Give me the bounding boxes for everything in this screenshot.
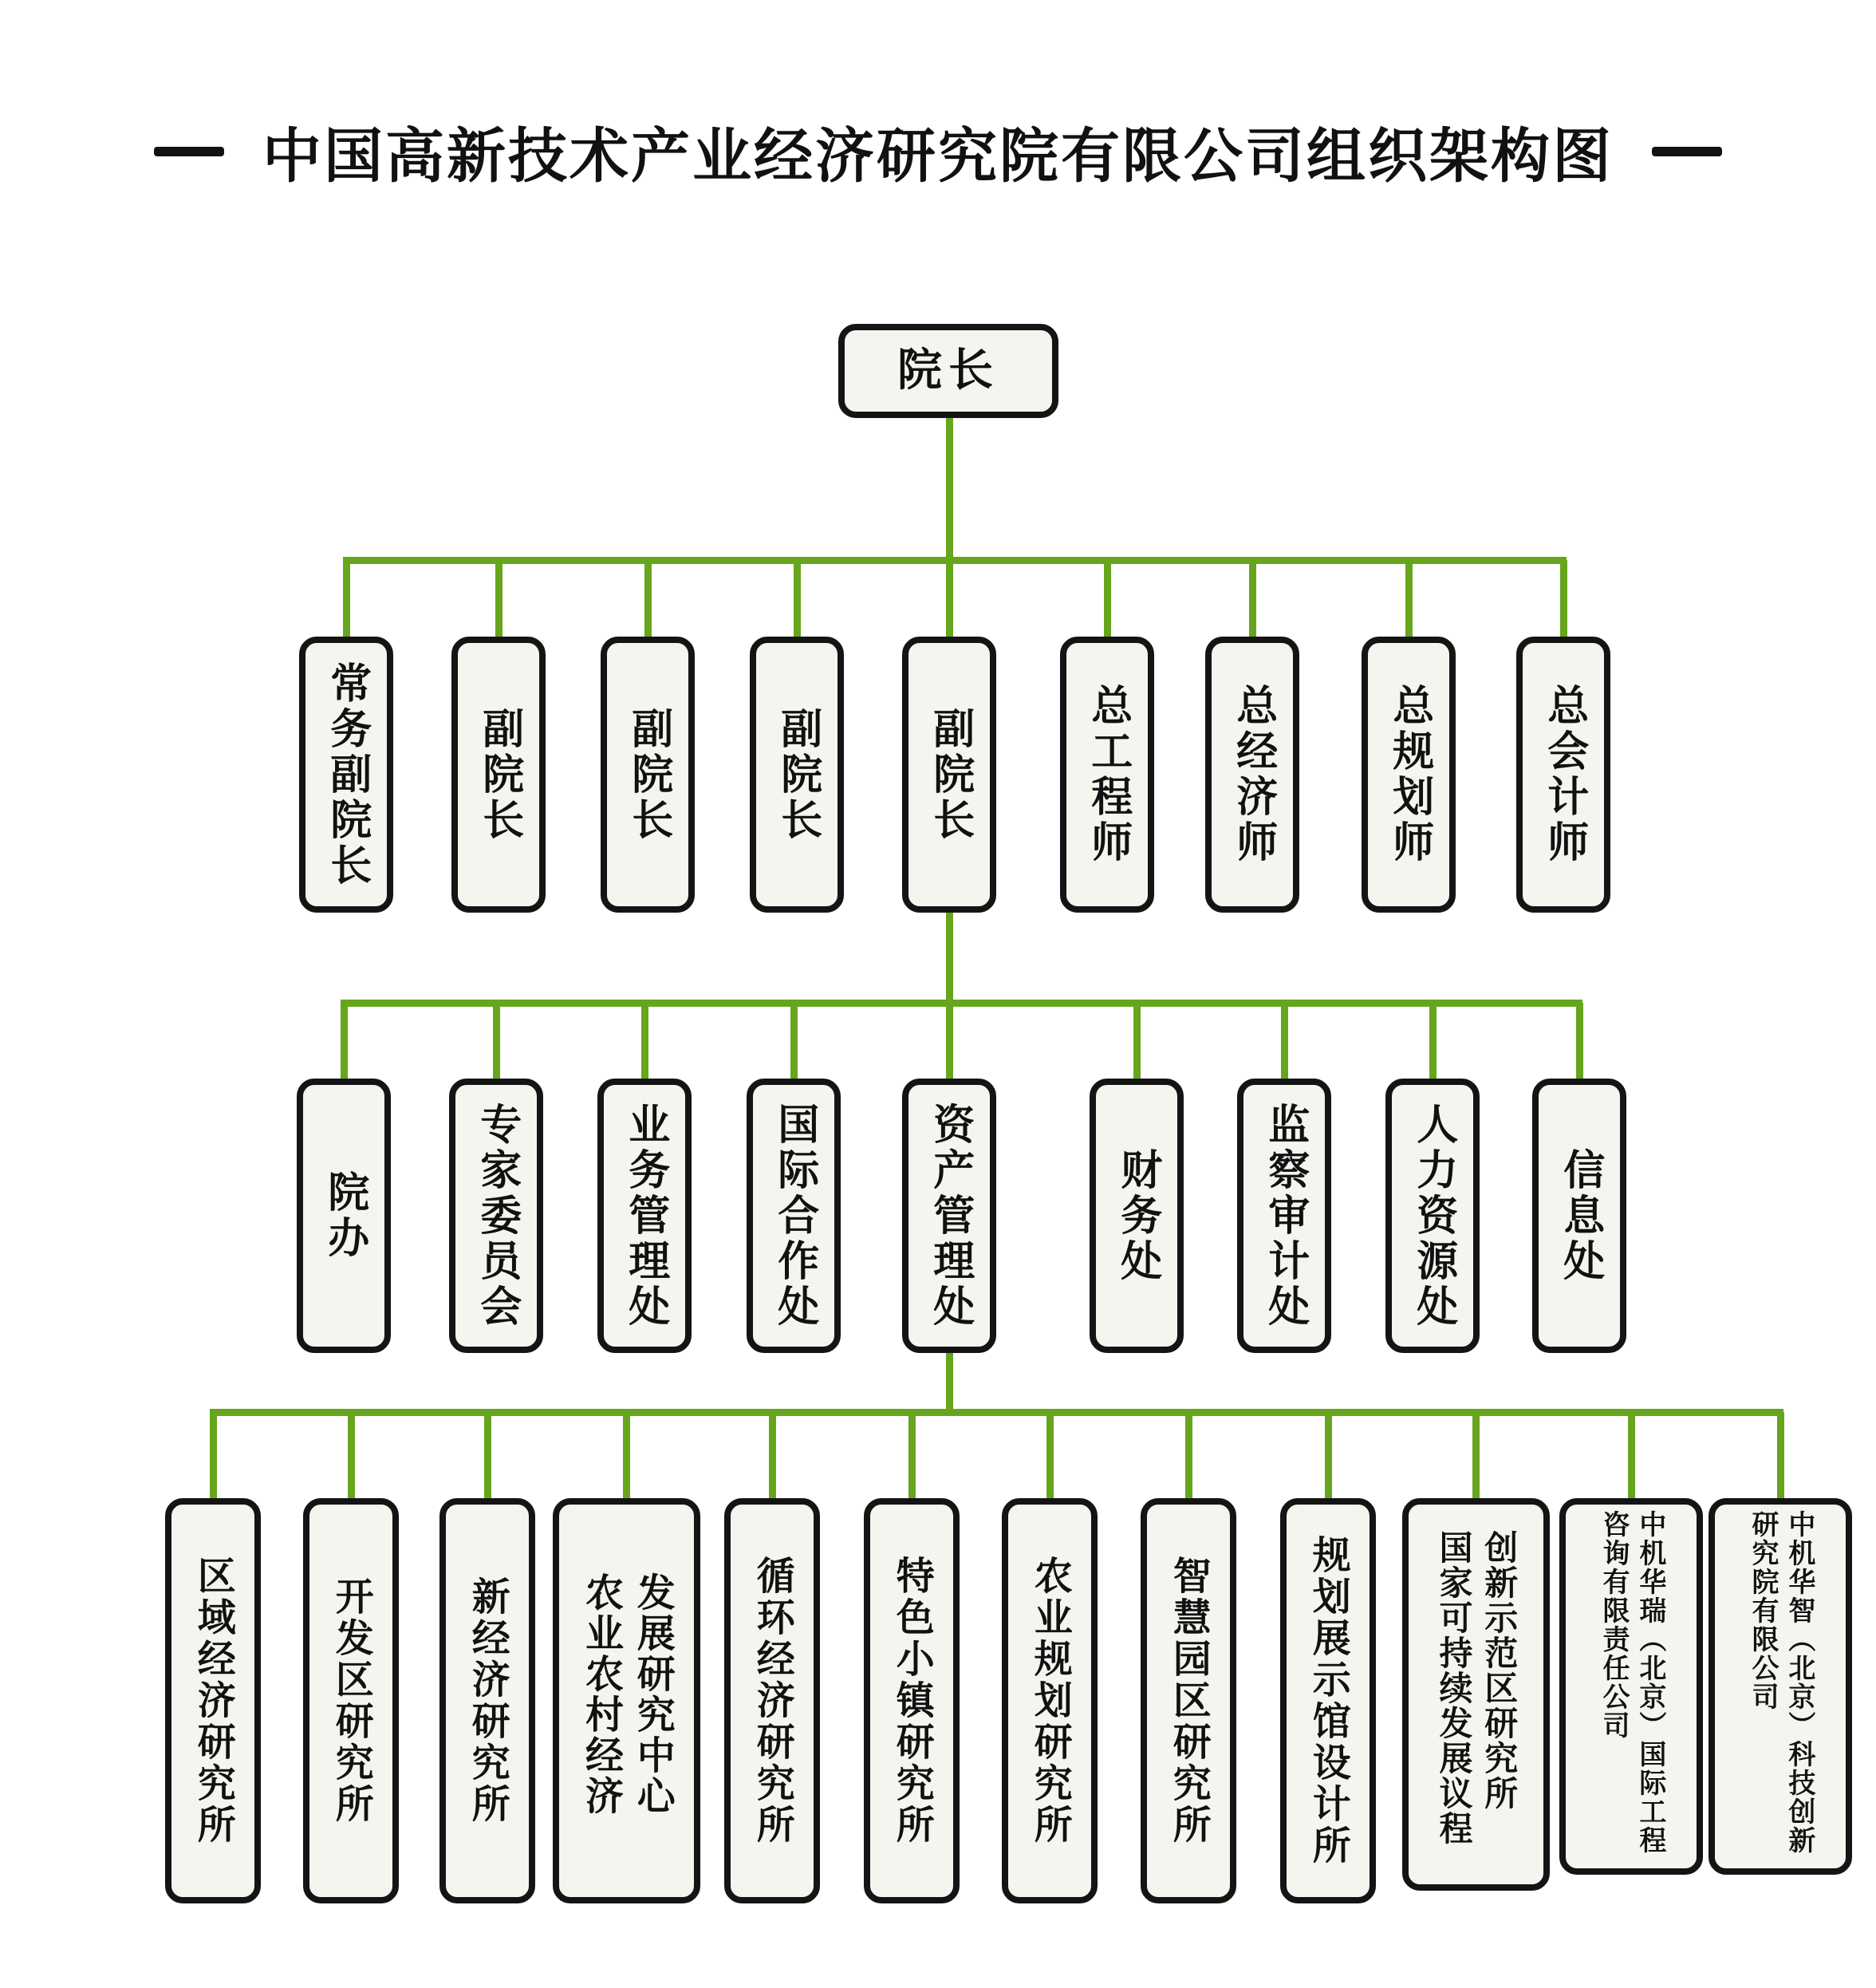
- connector-level3-drop: [493, 1003, 500, 1081]
- node-agriculture-planning-institute: [1002, 1498, 1098, 1903]
- connector-level4-drop: [1628, 1412, 1635, 1501]
- connector-level4-drop: [769, 1412, 776, 1501]
- connector-level3-drop: [341, 1003, 348, 1081]
- node-zhongji-huazhi-company: [1708, 1498, 1852, 1875]
- node-executive-vice-president: [299, 637, 393, 913]
- connector-level4-drop: [623, 1412, 630, 1501]
- connector-level2-drop: [1249, 560, 1256, 638]
- connector-level4-drop: [908, 1412, 916, 1501]
- node-business-management-office: [597, 1079, 692, 1353]
- node-planning-exhibition-design-institute: [1280, 1498, 1376, 1903]
- node-label: 总经济师: [1228, 684, 1277, 866]
- node-circular-economy-institute: [724, 1498, 820, 1903]
- connector-level3-drop: [1429, 1003, 1437, 1081]
- connector-level2-drop: [1560, 560, 1567, 638]
- connector-vp-spine: [946, 913, 953, 1007]
- node-characteristic-town-institute: [864, 1498, 960, 1903]
- node-label: 院长: [897, 344, 999, 396]
- node-label: 资产管理处: [925, 1102, 974, 1330]
- node-asset-management-office: [902, 1079, 996, 1353]
- node-chief-accountant: [1516, 637, 1610, 913]
- node-chief-planner: [1362, 637, 1456, 913]
- connector-level4-drop: [1472, 1412, 1480, 1501]
- connector-level4-drop: [1777, 1412, 1784, 1501]
- node-label: 中机华智（北京）科技创新研究院有限公司: [1747, 1510, 1815, 1855]
- node-label: 总会计师: [1539, 684, 1588, 866]
- connector-level2-bus: [343, 557, 1567, 564]
- node-label: 总工程师: [1083, 684, 1132, 866]
- connector-level4-drop: [1325, 1412, 1332, 1501]
- node-sdg-innovation-demonstration-zone-institute: [1402, 1498, 1550, 1891]
- node-development-zone-institute: [303, 1498, 399, 1903]
- node-regional-economy-institute: [165, 1498, 261, 1903]
- connector-level3-drop: [641, 1003, 648, 1081]
- connector-level2-drop: [1405, 560, 1413, 638]
- node-institute-office: [297, 1079, 391, 1353]
- node-label: 智慧园区研究所: [1166, 1556, 1212, 1846]
- node-vice-president-2: [601, 637, 695, 913]
- node-label: 副院长: [475, 706, 523, 843]
- connector-level3-drop: [1133, 1003, 1141, 1081]
- connector-level2-drop: [644, 560, 652, 638]
- node-label: 总规划师: [1385, 684, 1433, 866]
- connector-level3-drop: [1281, 1003, 1288, 1081]
- connector-level4-drop: [348, 1412, 355, 1501]
- connector-level4-bus: [210, 1409, 1783, 1416]
- node-label: 财务处: [1113, 1147, 1161, 1284]
- connector-level3-bus: [341, 1000, 1582, 1007]
- title-dash-left: [154, 147, 224, 156]
- connector-level3-drop: [1576, 1003, 1583, 1081]
- node-label: 院办: [320, 1170, 368, 1261]
- connector-level2-drop: [946, 560, 953, 638]
- node-label: 专家委员会: [472, 1102, 521, 1330]
- connector-level4-drop: [1185, 1412, 1192, 1501]
- connector-level2-drop: [794, 560, 801, 638]
- node-label: 业务管理处: [621, 1102, 669, 1330]
- connector-level3-drop: [790, 1003, 798, 1081]
- node-label: 国家可持续发展议程创新示范区研究所: [1434, 1530, 1519, 1846]
- connector-level4-drop: [1046, 1412, 1054, 1501]
- node-supervision-audit-office: [1237, 1079, 1331, 1353]
- connector-level3-drop: [946, 1003, 953, 1081]
- node-label: 农业规划研究所: [1027, 1556, 1073, 1846]
- node-label: 副院长: [925, 706, 974, 843]
- node-label: 新经济研究所: [465, 1576, 510, 1825]
- node-label: 国际合作处: [770, 1102, 818, 1330]
- connector-level4-drop: [210, 1412, 217, 1501]
- connector-level2-drop: [343, 560, 350, 638]
- chart-header: [0, 104, 1876, 199]
- node-human-resources-office: [1385, 1079, 1480, 1353]
- node-expert-committee: [449, 1079, 543, 1353]
- title-dash-right: [1652, 147, 1722, 156]
- node-vice-president-1: [451, 637, 546, 913]
- node-label: 区域经济研究所: [191, 1556, 236, 1846]
- node-label: 副院长: [773, 706, 822, 843]
- node-label: 循环经济研究所: [750, 1556, 795, 1846]
- connector-level2-drop: [495, 560, 503, 638]
- node-label: 信息处: [1555, 1147, 1604, 1284]
- node-label: 常务副院长: [322, 661, 371, 889]
- node-chief-engineer: [1060, 637, 1154, 913]
- node-new-economy-institute: [439, 1498, 535, 1903]
- node-finance-office: [1090, 1079, 1184, 1353]
- node-international-cooperation-office: [747, 1079, 841, 1353]
- node-label: 规划展示馆设计所: [1306, 1535, 1351, 1867]
- node-information-office: [1532, 1079, 1626, 1353]
- node-vice-president-4: [902, 637, 996, 913]
- node-label: 人力资源处: [1409, 1102, 1457, 1330]
- node-vice-president-3: [750, 637, 844, 913]
- node-agri-rural-economy-development-center: [553, 1498, 700, 1903]
- connector-asset-spine: [946, 1353, 953, 1416]
- node-label: 监察审计处: [1260, 1102, 1309, 1330]
- node-chief-economist: [1205, 637, 1299, 913]
- connector-level4-drop: [484, 1412, 491, 1501]
- node-label: 开发区研究所: [329, 1576, 374, 1825]
- node-president: [838, 324, 1058, 418]
- connector-level2-drop: [1104, 560, 1111, 638]
- node-label: 中机华瑞（北京）国际工程咨询有限责任公司: [1598, 1510, 1666, 1855]
- node-label: 农业农村经济发展研究中心: [578, 1572, 676, 1816]
- connector-root-spine: [946, 418, 953, 563]
- node-label: 特色小镇研究所: [889, 1556, 935, 1846]
- node-zhongji-huarui-company: [1559, 1498, 1703, 1875]
- node-label: 副院长: [624, 706, 672, 843]
- node-smart-park-institute: [1141, 1498, 1236, 1903]
- chart-title: 中国高新技术产业经济研究院有限公司组织架构图: [262, 122, 1614, 191]
